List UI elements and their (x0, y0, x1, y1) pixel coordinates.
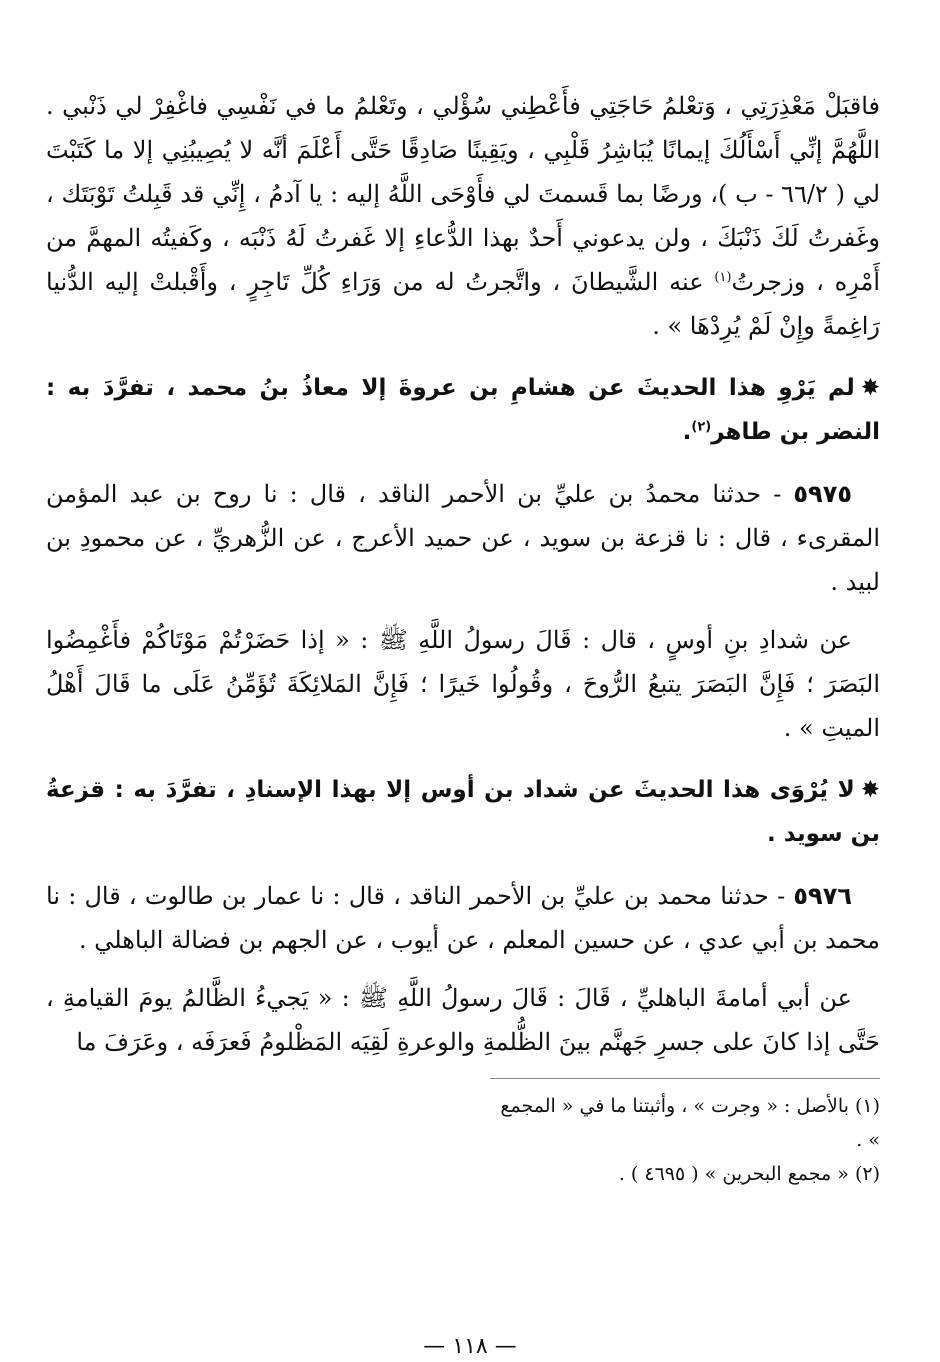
hadith-5975-isnad (46, 472, 880, 604)
hadith-5975-matn: عن شدادِ بنِ أوسٍ ، قال : قَالَ رسولُ اللَّهِ ﷺ : « إذا حَضَرْتُمْ مَوْتَاكُمْ فأَغْمِضُوا البَصَرَ ؛ فَإِنَّ البَصَرَ يتبعُ الرُّوحَ ، وقُولُوا خَيرًا ؛ فَإِنَّ المَلائِكَةَ تُؤَمِّنُ عَلَى ما قَالَ أَهْلُ الميتِ » . (46, 626, 880, 742)
hadith-5976-matn: عن أبي أمامةَ الباهليِّ ، قَالَ : قَالَ رسولُ اللَّهِ ﷺ : « يَجيءُ الظَّالمُ يومَ القيامةِ ، حَتَّى إذا كانَ على جسرِ جَهنَّم بينَ الظُّلمةِ والوعرةِ لَقِيَه المَظْلومُ فَعرَفَه ، وعَرَفَ ما (46, 984, 880, 1056)
isnad-text: - حدثنا محمد بن عليِّ بن الأحمر الناقد ، قال : نا عمار بن طالوت ، قال : نا محمد بن أبي عدي ، عن حسين المعلم ، عن أيوب ، عن الجهم بن فضالة الباهلي . (46, 882, 880, 954)
footnote-ref-1: (١) (714, 270, 732, 285)
star-icon: ✸ (860, 375, 880, 401)
footnotes (490, 1078, 880, 1191)
paragraph-text-rest: عنه الشَّيطانَ ، واتَّجرتُ له من وَرَاءِ كُلِّ تَاجِرٍ ، وأَقْبلتْ إليه الدُّنيا رَاغِمةً وإِنْ لَمْ يُرِدْهَا » . (46, 268, 880, 340)
hadith-number: ٥٩٧٦ (793, 882, 852, 910)
paragraph-text: فاقبَلْ مَعْذِرَتِي ، وَتعْلمُ حَاجَتِي فأَعْطِني سُؤْلي ، وتَعْلمُ ما في نَفْسِي فاغْفِرْ لي ذَنْبي . اللَّهُمَّ إنِّي أَسْأَلُكَ إيمانًا يُبَاشِرُ قَلْبِي ، ويَقِينًا صَادِقًا حَتَّى أَعْلَمَ أنَّه لا يُصِيبُنِي إلا ما كَتَبْتَ لي ( ٦٦/٢ - ب )، ورضًا بما قَسمتَ لي فأَوْحَى اللَّهُ إليه : يا آدمُ ، إِنِّي قد قَبِلتُ تَوْبَتَك ، وغَفرتُ لَكَ ذَنْبَكَ ، ولن يدعوني أَحدٌ بهذا الدُّعاءِ إلا غَفرتُ لَهُ ذَنْبَه ، وكَفيتُه المهمَّ من أَمْرِه ، وزجرتُ (46, 92, 881, 296)
commentary-note-2 (46, 768, 880, 856)
note-text: لم يَرْوِ هذا الحديثَ عن هشامِ بن عروةَ إلا معاذُ بنُ محمد ، تفرَّدَ به : النضر بن طاهر (46, 375, 880, 445)
hadith-number: ٥٩٧٥ (793, 480, 852, 508)
star-icon: ✸ (860, 777, 880, 803)
isnad-text: - حدثنا محمدُ بن عليِّ بن الأحمر الناقد ، قال : نا روح بن عبد المؤمن المقرىء ، قال : نا قزعة بن سويد ، عن حميد الأعرج ، عن الزُّهريِّ ، عن محمودِ بن لبيد . (46, 480, 880, 596)
hadith-5976-isnad (46, 874, 880, 962)
footnote-ref-2: (٢) (691, 419, 712, 435)
footnote-2: (٢) « مجمع البحرين » ( ٤٦٩٥ ) . (618, 1163, 880, 1185)
note-text: لا يُرْوَى هذا الحديثَ عن شداد بن أوس إلا بهذا الإسنادِ ، تفرَّدَ به : قزعةُ بن سويد . (46, 777, 880, 847)
commentary-note-1: ✸لم يَرْوِ هذا الحديثَ عن هشامِ بن عروةَ إلا معاذُ بنُ محمد ، تفرَّدَ به : النضر بن طاهر$^{(٢)}$. (46, 366, 880, 454)
footnote-1: (١) بالأصل : « وجرت » ، وأثبتنا ما في « المجمع » . (500, 1095, 880, 1151)
paragraph-continuation (46, 84, 880, 348)
page-number: — ١١٨ — (423, 1334, 517, 1359)
